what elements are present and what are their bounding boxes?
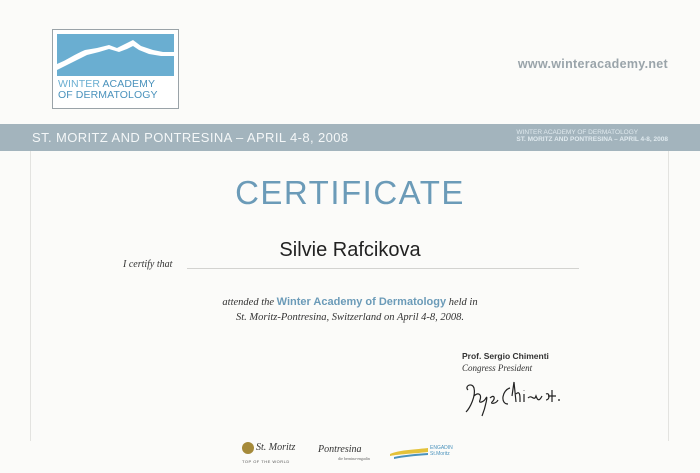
sponsor2-name: Pontresina xyxy=(318,444,362,455)
logo-line2: OF DERMATOLOGY xyxy=(58,89,158,101)
band-small-line2: ST. MORITZ AND PONTRESINA – APRIL 4-8, 2008 xyxy=(516,136,668,143)
attended-pre: attended the xyxy=(222,297,277,308)
sponsor3-line1: ENGADIN xyxy=(430,445,453,451)
logo-line1-a: WINTER xyxy=(58,78,103,90)
header-band xyxy=(0,124,700,151)
mountain-logo-icon xyxy=(57,34,174,76)
band-text: ST. MORITZ AND PONTRESINA – APRIL 4-8, 2008 xyxy=(32,130,349,145)
attendance-statement xyxy=(0,295,700,325)
location-line: St. Moritz-Pontresina, Switzerland on April 4-8, 2008. xyxy=(235,312,465,323)
sponsor-logos xyxy=(240,440,470,468)
sponsor1-name: St. Moritz xyxy=(256,442,296,453)
website-url: www.winteracademy.net xyxy=(517,57,668,71)
band-small-line1: WINTER ACADEMY OF DERMATOLOGY xyxy=(516,129,639,136)
band-small-text xyxy=(516,129,668,143)
sun-icon xyxy=(242,442,254,454)
logo-line1-b: ACADEMY xyxy=(102,78,156,90)
sponsor-engadin xyxy=(390,444,470,466)
signatory-role: Congress President xyxy=(462,363,533,373)
sponsor2-sub: die bernina-engadin xyxy=(338,456,370,461)
certify-text: I certify that xyxy=(123,259,173,270)
event-name: Winter Academy of Dermatology xyxy=(276,296,447,308)
sponsor3-line2: St.Moritz xyxy=(430,451,450,457)
name-underline xyxy=(187,268,579,269)
sponsor1-sub: TOP OF THE WORLD xyxy=(242,459,290,464)
recipient-name: Silvie Rafcikova xyxy=(279,239,421,261)
sponsor-stmoritz xyxy=(240,440,300,466)
handwritten-signature xyxy=(460,376,570,418)
academy-logo xyxy=(52,29,179,109)
certificate-title: CERTIFICATE xyxy=(235,174,465,211)
signatory-name: Prof. Sergio Chimenti xyxy=(462,351,549,361)
attended-post: held in xyxy=(446,297,478,308)
sponsor-pontresina xyxy=(318,444,370,461)
engadin-wave-icon xyxy=(390,444,430,460)
